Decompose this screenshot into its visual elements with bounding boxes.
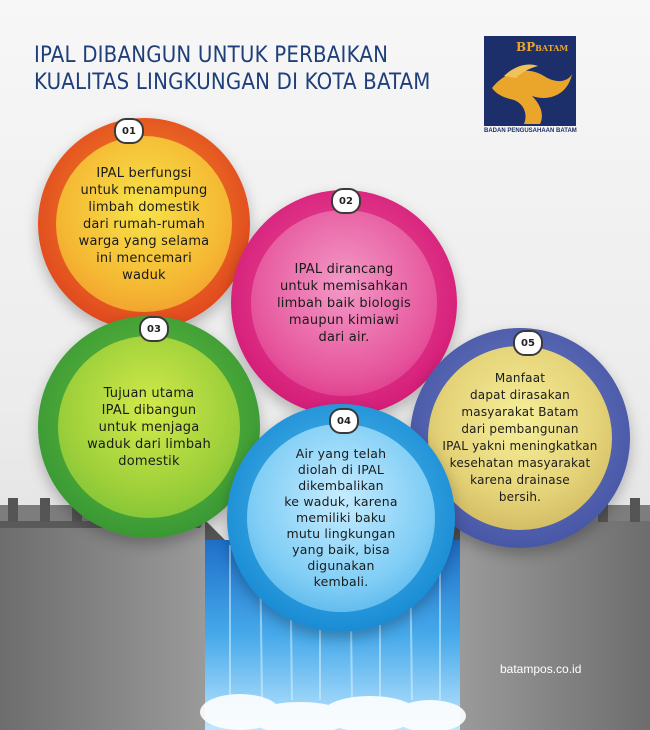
info-circle-02-inner	[251, 210, 437, 396]
info-text-01: IPAL berfungsi untuk menampung limbah domestik dari rumah-rumah warga yang selama ini mencemari waduk	[78, 165, 210, 283]
logo-subtitle: BADAN PENGUSAHAAN BATAM	[484, 128, 577, 134]
bp-batam-logo	[484, 36, 576, 142]
logo-name: BATAM	[535, 43, 569, 53]
badge-number-02: 02	[331, 188, 361, 214]
source-credit: batampos.co.id	[500, 662, 582, 676]
info-text-03: Tujuan utama IPAL dibangun untuk menjaga waduk dari limbah domestik	[87, 385, 211, 469]
info-circle-01	[38, 118, 250, 330]
badge-number-01: 01	[114, 118, 144, 144]
title-line-2: KUALITAS LINGKUNGAN DI KOTA BATAM	[34, 70, 431, 95]
eagle-emblem-icon	[484, 36, 576, 126]
info-text-02: IPAL dirancang untuk memisahkan limbah baik biologis maupun kimiawi dari air.	[277, 261, 411, 345]
badge-number-03: 03	[139, 316, 169, 342]
info-circle-02	[231, 190, 457, 416]
logo-abbr: BP	[516, 40, 536, 54]
title-line-1: IPAL DIBANGUN UNTUK PERBAIKAN	[34, 43, 389, 68]
info-circle-05-inner	[428, 346, 612, 530]
logo-text	[516, 40, 568, 54]
info-circle-04	[227, 404, 455, 632]
badge-number-04: 04	[329, 408, 359, 434]
info-circle-04-inner	[247, 424, 435, 612]
page-title	[34, 42, 454, 96]
info-text-05: Manfaat dapat dirasakan masyarakat Batam dari pembangunan IPAL yakni meningkatkan kesehatan masyarakat karena drainase bersih.	[442, 371, 598, 504]
badge-number-05: 05	[513, 330, 543, 356]
info-text-04: Air yang telah diolah di IPAL dikembalikan ke waduk, karena memiliki baku mutu lingkungan yang baik, bisa digunakan kembali.	[284, 446, 398, 589]
info-circle-03-inner	[58, 336, 240, 518]
info-circle-01-inner	[56, 136, 232, 312]
